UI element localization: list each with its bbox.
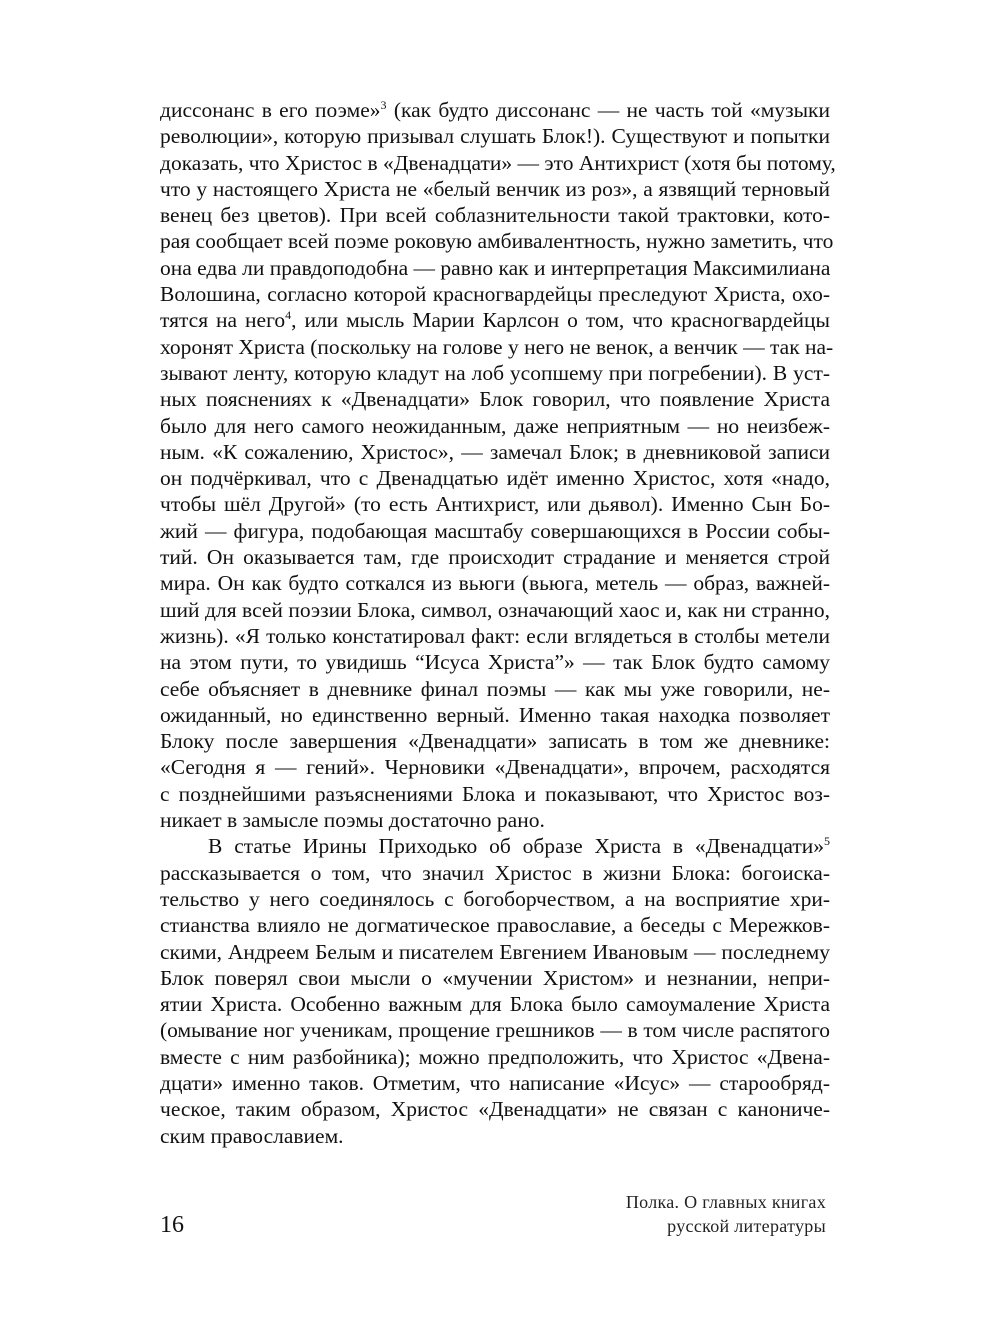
text-line xyxy=(160,912,830,938)
text-line xyxy=(160,491,830,517)
line-text: дцати» именно таков. Отметим, что написание «Исус» — старообряд- xyxy=(160,1070,830,1095)
text-line xyxy=(160,570,830,596)
line-text: что у настоящего Христа не «белый венчик из роз», а язвящий терновый xyxy=(160,176,830,201)
line-text: жий — фигура, подобающая масштабу совершающихся в России собы- xyxy=(160,518,830,543)
text-line xyxy=(160,360,830,386)
text-line xyxy=(160,1123,830,1149)
line-text: венец без цветов). При всей соблазнительности такой трактовки, кото- xyxy=(160,203,830,228)
line-text: было для него самого неожиданным, даже неприятным — но неизбеж- xyxy=(160,413,830,438)
line-text-continued: , или мысль Марии Карлсон о том, что красногвардейцы xyxy=(291,308,830,333)
line-text: чтобы шёл Другой» (то есть Антихрист, или дьявол). Именно Сын Бо- xyxy=(160,492,830,517)
line-text: она едва ли правдоподобна — равно как и интерпретация Максимилиана xyxy=(160,255,831,280)
line-text: ятии Христа. Особенно важным для Блока было самоумаление Христа xyxy=(160,992,830,1017)
line-text: никает в замысле поэмы достаточно рано. xyxy=(160,808,545,833)
line-text: ческое, таким образом, Христос «Двенадцати» не связан с канониче- xyxy=(160,1097,830,1122)
line-text: ожиданный, но единственно верный. Именно такая находка позволяет xyxy=(160,702,830,727)
line-text-continued: (как будто диссонанс — не часть той «музыки xyxy=(386,98,831,122)
line-text: (омывание ног ученикам, прощение грешников — в том числе распятого xyxy=(160,1018,830,1043)
line-text: себе объясняет в дневнике финал поэмы — как мы уже говорили, не- xyxy=(160,676,830,701)
line-text: зывают ленту, которую кладут на лоб усопшему при погребении). В уст- xyxy=(160,360,830,385)
line-text: ским православием. xyxy=(160,1123,344,1148)
page-body-text xyxy=(160,97,836,1149)
text-line xyxy=(160,807,830,833)
running-footer-book-title xyxy=(626,1190,826,1238)
line-text: тий. Он оказывается там, где происходит страдание и меняется строй xyxy=(160,545,830,570)
line-text: рассказывается о том, что значил Христос в жизни Блока: богоиска- xyxy=(160,860,830,885)
page-number: 16 xyxy=(160,1212,184,1238)
text-line xyxy=(160,386,830,412)
text-line xyxy=(160,833,830,859)
footnote-marker: 5 xyxy=(824,834,830,849)
text-line xyxy=(160,97,830,123)
line-text: стианства влияло не догматическое православие, а беседы с Мережков- xyxy=(160,913,830,938)
line-text: тятся на него xyxy=(160,308,286,333)
text-line xyxy=(160,439,830,465)
text-line xyxy=(160,255,830,281)
text-line xyxy=(160,649,830,675)
line-text: рая сообщает всей поэме роковую амбивалентность, нужно заметить, что xyxy=(160,229,834,254)
line-text: на этом пути, то увидишь “Исуса Христа”» — так Блок будто самому xyxy=(160,650,830,675)
book-title-line-1: Полка. О главных книгах xyxy=(625,1192,826,1212)
text-line xyxy=(160,965,830,991)
text-line xyxy=(160,676,830,702)
line-text: жизнь). «Я только констатировал факт: если вглядеться в столбы метели xyxy=(160,623,830,648)
text-line xyxy=(160,1096,830,1122)
line-text: скими, Андреем Белым и писателем Евгением Ивановым — последнему xyxy=(160,939,830,964)
line-text: доказать, что Христос в «Двенадцати» — это Антихрист (хотя бы потому, xyxy=(160,150,836,175)
text-line xyxy=(160,939,830,965)
text-line xyxy=(160,176,830,202)
line-text: хоронят Христа (поскольку на голове у него не венок, а венчик — так на- xyxy=(160,334,834,359)
text-line xyxy=(160,518,830,544)
text-line xyxy=(160,728,830,754)
text-line xyxy=(160,1017,830,1043)
line-text: ных пояснениях к «Двенадцати» Блок говорил, что появление Христа xyxy=(160,387,830,412)
line-text: Волошина, согласно которой красногвардейцы преследуют Христа, охо- xyxy=(160,282,830,307)
line-text: ший для всей поэзии Блока, символ, означающий хаос и, как ни странно, xyxy=(160,597,830,622)
line-text: вместе с ним разбойника); можно предположить, что Христос «Двена- xyxy=(160,1044,830,1069)
line-text: мира. Он как будто соткался из вьюги (вьюга, метель — образ, важней- xyxy=(160,571,830,596)
paragraph-1 xyxy=(160,97,836,833)
line-text: революции», которую призывал слушать Блок!). Существуют и попытки xyxy=(160,124,830,149)
text-line xyxy=(160,334,834,360)
line-text: с позднейшими разъяснениями Блока и показывают, что Христос воз- xyxy=(160,781,830,806)
text-line xyxy=(160,281,830,307)
text-line xyxy=(160,1070,830,1096)
text-line xyxy=(160,228,834,254)
footnote-marker: 3 xyxy=(380,98,387,112)
text-line xyxy=(160,1044,830,1070)
line-text: тельство у него соединялось с богоборчеством, а на восприятие хри- xyxy=(160,886,830,911)
text-line xyxy=(160,597,830,623)
text-line xyxy=(160,623,830,649)
line-text: диссонанс в его поэме» xyxy=(160,98,381,122)
line-text: В статье Ирины Приходько об образе Христа в «Двенадцати» xyxy=(208,834,824,859)
text-line xyxy=(160,781,830,807)
line-text: «Сегодня я — гений». Черновики «Двенадцати», впрочем, расходятся xyxy=(160,755,830,780)
text-line xyxy=(160,150,836,176)
text-line xyxy=(160,886,830,912)
paragraph-2 xyxy=(160,833,830,1149)
text-line xyxy=(160,991,830,1017)
line-text: ным. «К сожалению, Христос», — замечал Блок; в дневниковой записи xyxy=(160,439,830,464)
footnote-marker: 4 xyxy=(285,308,292,323)
text-line xyxy=(160,754,830,780)
text-line xyxy=(160,465,830,491)
text-line xyxy=(160,544,830,570)
text-line xyxy=(160,123,830,149)
line-text: Блоку после завершения «Двенадцати» записать в том же дневнике: xyxy=(160,729,830,754)
line-text: он подчёркивал, что с Двенадцатью идёт именно Христос, хотя «надо, xyxy=(160,466,830,491)
text-line xyxy=(160,202,830,228)
book-title-line-2: русской литературы xyxy=(667,1216,826,1236)
text-line xyxy=(160,702,830,728)
line-text: Блок поверял свои мысли о «мучении Христом» и незнании, непри- xyxy=(160,965,830,990)
text-line xyxy=(160,860,830,886)
text-line xyxy=(160,307,830,333)
text-line xyxy=(160,413,830,439)
